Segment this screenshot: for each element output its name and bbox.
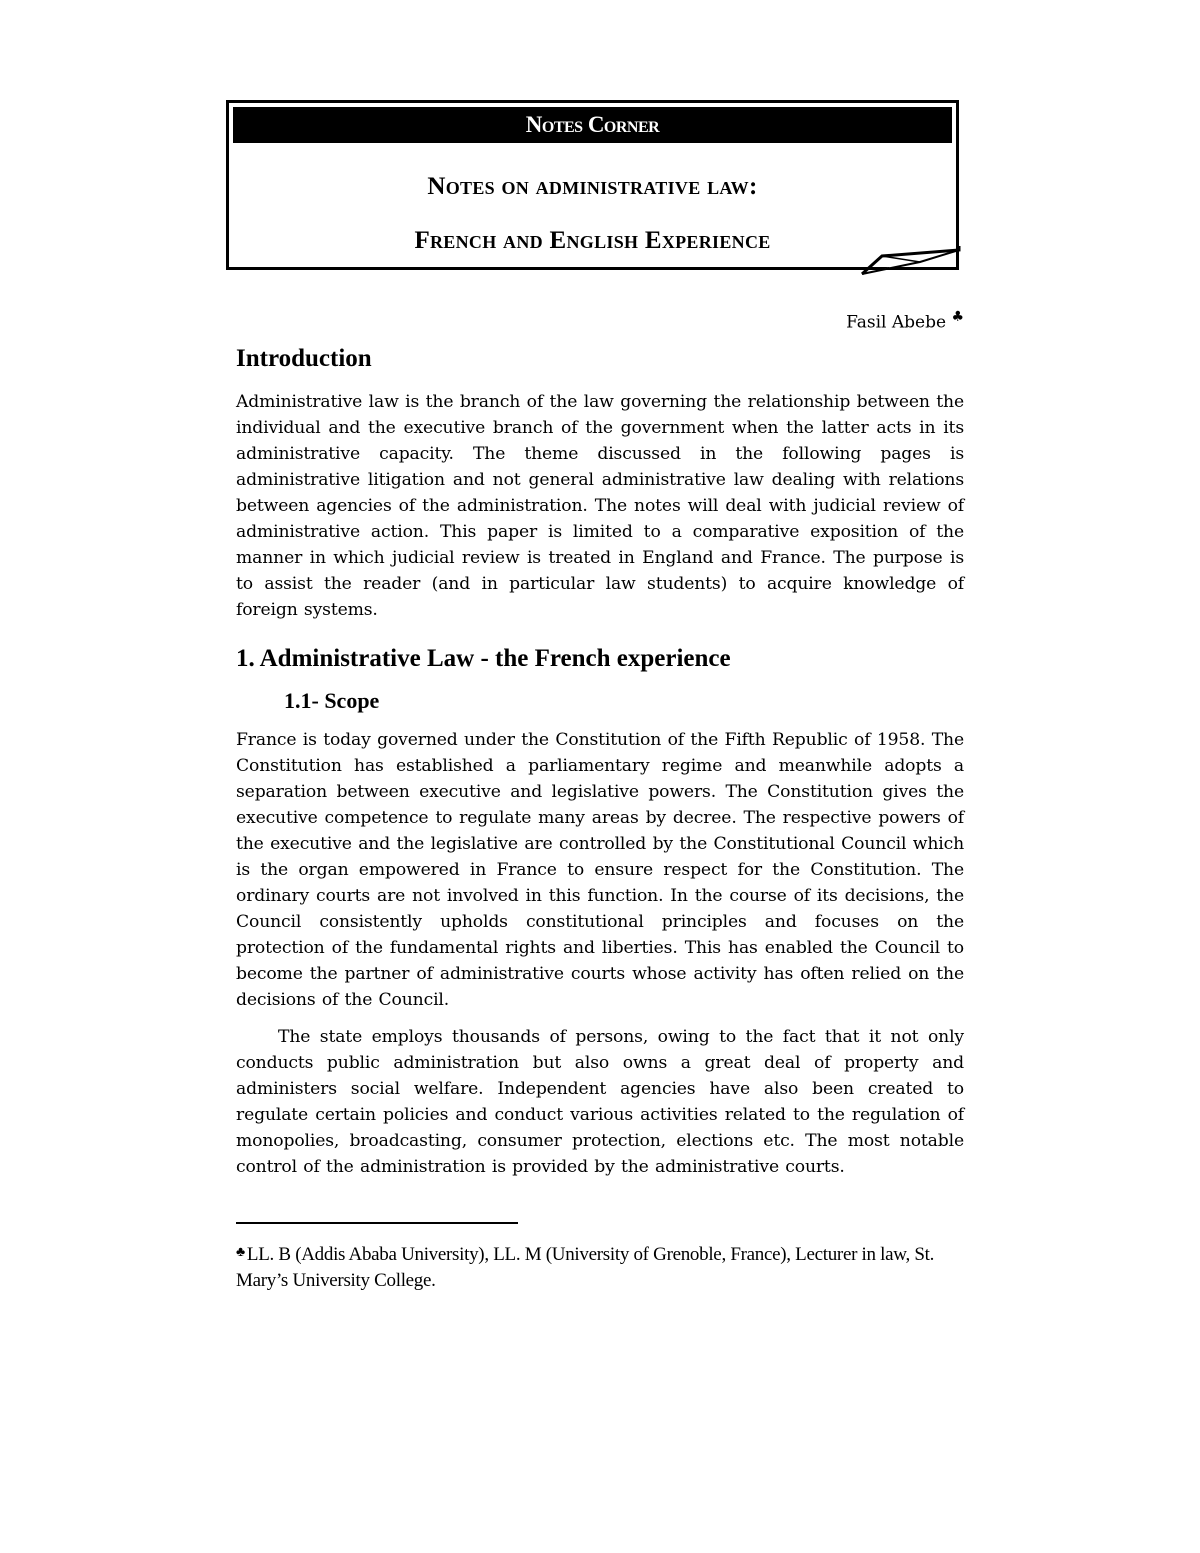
scope-paragraph-1: France is today governed under the Constitution of the Fifth Republic of 1958. The Constitution has established a parliamentary regime and meanwhile adopts a separation between executive and legislative powers. The Constitution gives the executive competence to regulate many areas by decree. The respective powers of the executive and the legislative are controlled by the Constitutional Council which is the organ empowered in France to ensure respect for the Constitution. The ordinary courts are not involved in this function. In the course of its decisions, the Council consistently upholds constitutional principles and focuses on the protection of the fundamental rights and liberties. This has enabled the Council to become the partner of administrative courts whose activity has often relied on the decisions of the Council. [236, 730, 964, 1010]
intro-heading: Introduction [236, 345, 372, 372]
author-line [846, 309, 964, 333]
intro-paragraph: Administrative law is the branch of the law governing the relationship between the individual and the executive branch of the government when the latter acts in its administrative capacity. The theme discussed in the following pages is administrative litigation and not general administrative law dealing with relations between agencies of the administration. The notes will deal with judicial review of administrative action. This paper is limited to a comparative exposition of the manner in which judicial review is treated in England and France. The purpose is to assist the reader (and in particular law students) to acquire knowledge of foreign systems. [236, 392, 964, 620]
author-footnote-mark[interactable]: ♣ [951, 309, 964, 325]
section-1-heading: 1. Administrative Law - the French experience [236, 645, 731, 672]
footnote-text: LL. B (Addis Ababa University), LL. M (University of Grenoble, France), Lecturer in law, St. Mary’s University College. [236, 1244, 935, 1291]
footnote [236, 1240, 964, 1294]
article-title-line2: French and English Experience [414, 227, 771, 254]
notes-corner-banner: Notes Corner [233, 107, 952, 143]
scope-paragraph-2: The state employs thousands of persons, owing to the fact that it not only conducts public administration but also owns a great deal of property and administers social welfare. Independent agencies have also been created to regulate certain policies and conduct various activities related to the regulation of monopolies, broadcasting, consumer protection, elections etc. The most notable control of the administration is provided by the administrative courts. [236, 1027, 964, 1177]
footnote-mark: ♣ [236, 1245, 245, 1260]
header-box [226, 100, 959, 270]
article-title-line1: Notes on administrative law: [427, 173, 758, 200]
footnote-separator [236, 1222, 518, 1224]
author-name: Fasil Abebe [846, 312, 947, 333]
page-curl-icon [860, 244, 962, 276]
section-1-1-heading: 1.1- Scope [284, 688, 380, 713]
